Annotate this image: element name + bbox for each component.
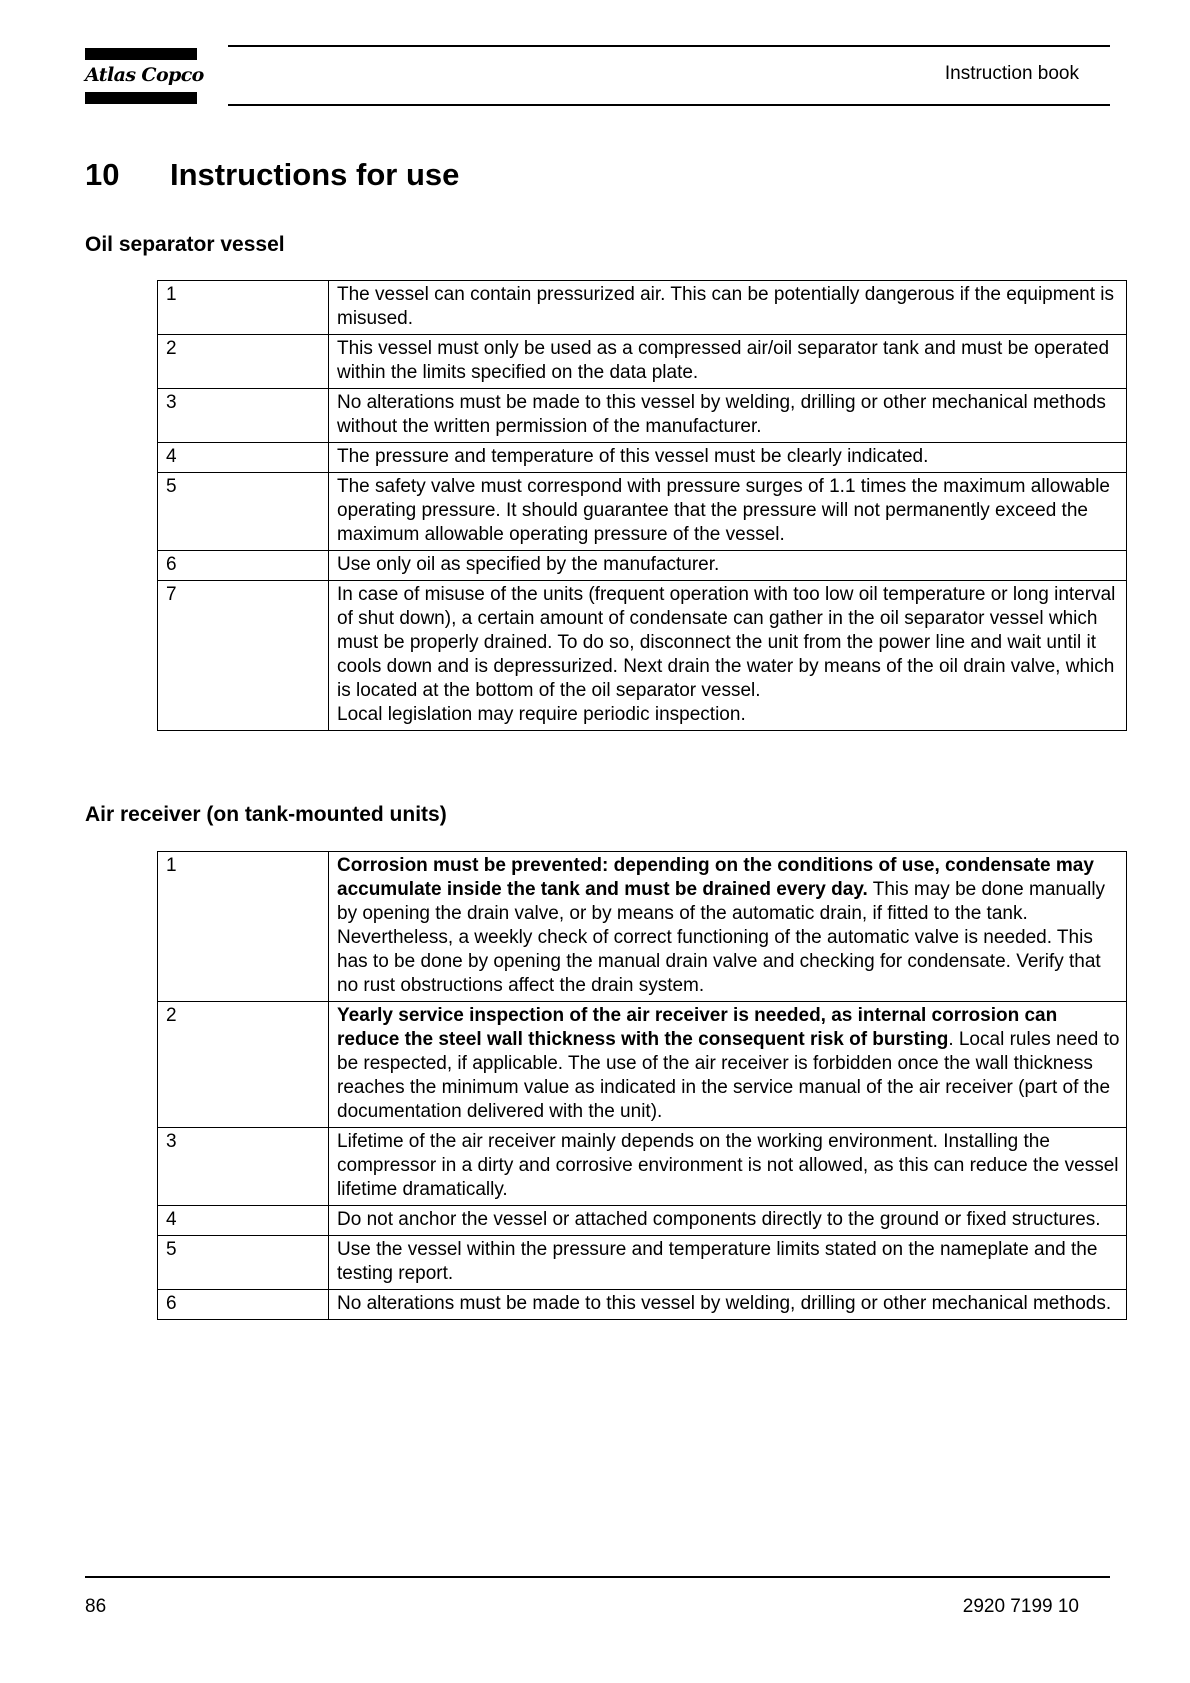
footer-rule: [85, 1576, 1110, 1578]
row-text: [329, 281, 1127, 335]
row-text: [329, 1002, 1127, 1128]
row-text-content: The safety valve must correspond with pressure surges of 1.1 times the maximum allowable operating pressure. It should guarantee that the pressure will not permanently exceed the maximum allowable operating pressure of the vessel.: [337, 476, 1110, 545]
row-text-content: This may be done manually by opening the drain valve, or by means of the automatic drain, if fitted to the tank. Nevertheless, a weekly check of correct functioning of the automatic valve is needed. This has to be done by opening the manual drain valve and checking for condensate. Verify that no rust obstructions affect the drain system.: [337, 879, 1106, 996]
table-row: [158, 335, 1127, 389]
header-rule-top: [228, 45, 1110, 47]
logo-wordmark: Atlas Copco: [85, 64, 204, 86]
row-number: 7: [158, 581, 329, 731]
row-bold-text: Corrosion must be prevented: depending on the conditions of use, condensate may accumulate inside the tank and must be drained every day.: [337, 855, 1094, 900]
section-title-oil-separator: Oil separator vessel: [85, 233, 285, 256]
row-number: 4: [158, 443, 329, 473]
row-text-content: In case of misuse of the units (frequent operation with too low oil temperature or long interval of shut down), a certain amount of condensate can gather in the oil separator vessel which must be properly drained. To do so, disconnect the unit from the power line and wait until it cools down and is depressurized. Next drain the water by means of the oil drain valve, which is located at the bottom of the oil separator vessel.: [337, 584, 1116, 701]
row-text-content: This vessel must only be used as a compressed air/oil separator tank and must be operated within the limits specified on the data plate.: [337, 338, 1110, 383]
chapter-heading: [85, 156, 459, 194]
table-row: [158, 473, 1127, 551]
table-row: [158, 1236, 1127, 1290]
row-text-note: Local legislation may require periodic inspection.: [337, 704, 746, 725]
row-number: 2: [158, 1002, 329, 1128]
header-rule-bottom: [228, 104, 1110, 106]
row-text: [329, 389, 1127, 443]
row-text-content: Do not anchor the vessel or attached components directly to the ground or fixed structures.: [337, 1209, 1101, 1230]
row-number: 4: [158, 1206, 329, 1236]
atlas-copco-logo: [85, 48, 204, 104]
table-row: [158, 581, 1127, 731]
row-text: [329, 852, 1127, 1002]
header-title: Instruction book: [944, 63, 1079, 84]
row-text-content: No alterations must be made to this vessel by welding, drilling or other mechanical methods.: [337, 1293, 1112, 1314]
row-number: 2: [158, 335, 329, 389]
row-bold-text: Yearly service inspection of the air receiver is needed, as internal corrosion can reduce the steel wall thickness with the consequent risk of bursting: [337, 1005, 1058, 1050]
page-number: 86: [85, 1596, 107, 1617]
table-row: [158, 443, 1127, 473]
row-number: 6: [158, 1290, 329, 1320]
row-text: [329, 335, 1127, 389]
table-row: [158, 281, 1127, 335]
row-number: 1: [158, 852, 329, 1002]
row-text-content: No alterations must be made to this vessel by welding, drilling or other mechanical methods without the written permission of the manufacturer.: [337, 392, 1106, 437]
section-title-air-receiver: Air receiver (on tank-mounted units): [85, 803, 447, 826]
table-row: [158, 551, 1127, 581]
table-row: [158, 1206, 1127, 1236]
row-text-content: The vessel can contain pressurized air. This can be potentially dangerous if the equipment is misused.: [337, 284, 1114, 329]
row-number: 3: [158, 1128, 329, 1206]
row-number: 5: [158, 1236, 329, 1290]
logo-bar-bottom: [85, 92, 197, 104]
table-row: [158, 852, 1127, 1002]
row-text: [329, 1290, 1127, 1320]
row-number: 3: [158, 389, 329, 443]
row-text: [329, 1236, 1127, 1290]
oil-separator-table: [157, 280, 1127, 731]
chapter-title: Instructions for use: [170, 157, 460, 192]
table-row: [158, 1002, 1127, 1128]
logo-bar-top: [85, 48, 197, 60]
chapter-number: 10: [85, 157, 120, 192]
row-text: [329, 1206, 1127, 1236]
row-number: 5: [158, 473, 329, 551]
row-text: [329, 1128, 1127, 1206]
row-text: [329, 581, 1127, 731]
row-text: [329, 473, 1127, 551]
table-row: [158, 389, 1127, 443]
row-text-content: Lifetime of the air receiver mainly depends on the working environment. Installing the compressor in a dirty and corrosive environment is not allowed, as this can reduce the vessel lifetime dramatically.: [337, 1131, 1119, 1200]
air-receiver-table: [157, 851, 1127, 1320]
row-text-content: Use the vessel within the pressure and temperature limits stated on the nameplate and the testing report.: [337, 1239, 1098, 1284]
row-text-content: . Local rules need to be respected, if applicable. The use of the air receiver is forbidden once the wall thickness reaches the minimum value as indicated in the service manual of the air receiver (part of the documentation delivered with the unit).: [337, 1029, 1120, 1122]
document-code: 2920 7199 10: [962, 1596, 1079, 1617]
row-text-content: The pressure and temperature of this vessel must be clearly indicated.: [337, 446, 929, 467]
row-text: [329, 551, 1127, 581]
table-row: [158, 1128, 1127, 1206]
row-text-content: Use only oil as specified by the manufacturer.: [337, 554, 720, 575]
row-number: 6: [158, 551, 329, 581]
row-number: 1: [158, 281, 329, 335]
row-text: [329, 443, 1127, 473]
table-row: [158, 1290, 1127, 1320]
